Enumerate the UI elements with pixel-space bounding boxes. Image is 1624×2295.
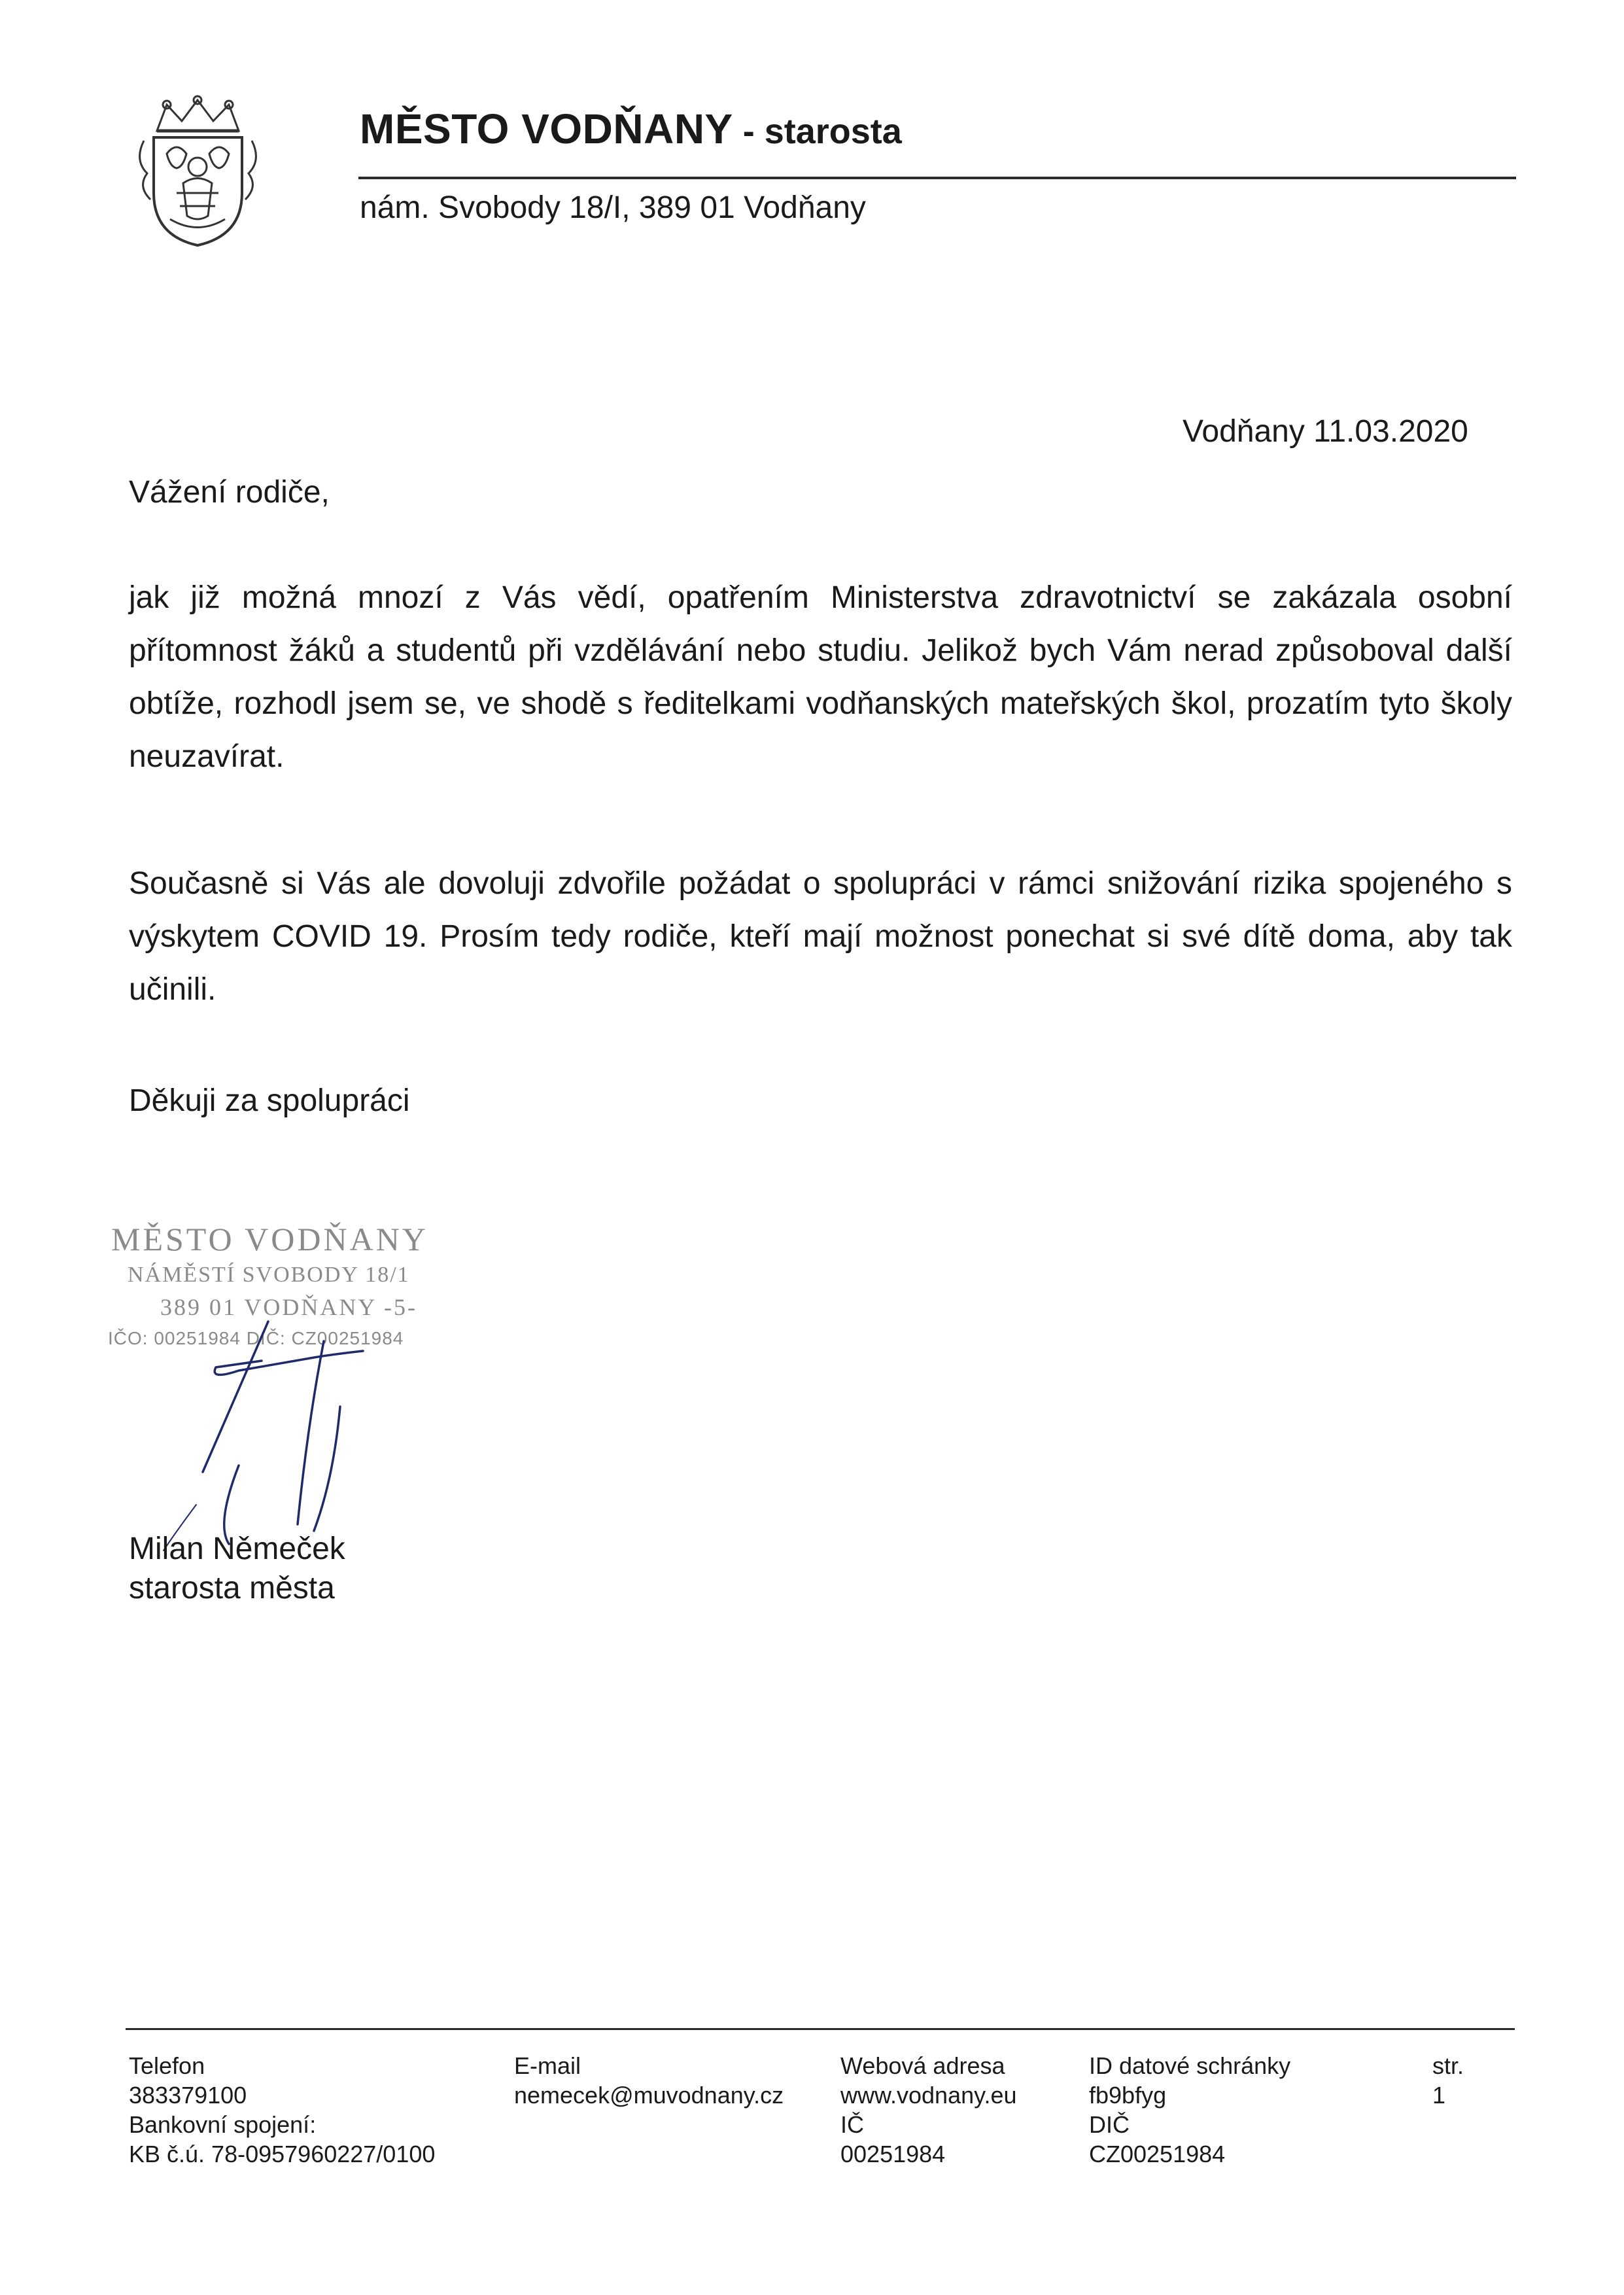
footer-databox-value: fb9bfyg bbox=[1089, 2082, 1167, 2109]
footer-dic-label: DIČ bbox=[1089, 2111, 1130, 2138]
footer-databox-label: ID datové schránky bbox=[1089, 2052, 1291, 2079]
coat-of-arms-icon bbox=[131, 95, 265, 249]
footer-page-label: str. bbox=[1432, 2052, 1464, 2079]
footer-dic-value: CZ00251984 bbox=[1089, 2141, 1226, 2167]
footer-email-column bbox=[514, 2051, 784, 2110]
body-paragraph-2: Současně si Vás ale dovoluji zdvořile požádat o spolupráci v rámci snižování rizika spojeného s výskytem COVID 19. Prosím tedy rodiče, kteří mají možnost ponechat si své dítě doma, aby tak učinili. bbox=[129, 866, 1512, 1007]
footer-ic-value: 00251984 bbox=[840, 2141, 946, 2167]
footer-email-label: E-mail bbox=[514, 2052, 581, 2079]
body-paragraph-1: jak již možná mnozí z Vás vědí, opatřením Ministerstva zdravotnictví se zakázala osobní přítomnost žáků a studentů při vzdělávání nebo studiu. Jelikož bych Vám nerad způsoboval další obtíže, rozhodl jsem se, ve shodě s ředitelkami vodňanských mateřských škol, prozatím tyto školy neuzavírat. bbox=[129, 580, 1512, 774]
stamp-line-2: NÁMĚSTÍ SVOBODY 18/1 bbox=[128, 1263, 410, 1287]
footer-page-column bbox=[1432, 2051, 1464, 2110]
footer-email-value: nemecek@muvodnany.cz bbox=[514, 2082, 784, 2109]
footer-web-column bbox=[840, 2051, 1017, 2169]
footer-divider bbox=[126, 2028, 1515, 2030]
letterhead-role: - starosta bbox=[733, 112, 902, 151]
footer-web-value: www.vodnany.eu bbox=[840, 2082, 1017, 2109]
footer-web-label: Webová adresa bbox=[840, 2052, 1005, 2079]
footer-bank-value: KB č.ú. 78-0957960227/0100 bbox=[129, 2141, 436, 2167]
footer-ic-label: IČ bbox=[840, 2111, 864, 2138]
footer-contact-column bbox=[129, 2051, 435, 2169]
stamp-line-4: IČO: 00251984 DIČ: CZ00251984 bbox=[108, 1328, 404, 1348]
footer-page-number: 1 bbox=[1432, 2082, 1446, 2109]
city-name: MĚSTO VODŇANY bbox=[360, 105, 733, 152]
footer-phone-value: 383379100 bbox=[129, 2082, 247, 2109]
letterhead-title bbox=[360, 105, 902, 153]
footer-bank-label: Bankovní spojení: bbox=[129, 2111, 317, 2138]
closing-line: Děkuji za spolupráci bbox=[129, 1083, 410, 1118]
letter-date: Vodňany 11.03.2020 bbox=[1183, 414, 1468, 449]
stamp-line-1: MĚSTO VODŇANY bbox=[111, 1221, 428, 1257]
header-divider bbox=[358, 177, 1516, 179]
signer-name: Milan Němeček bbox=[129, 1532, 345, 1566]
stamp-line-3: 389 01 VODŇANY -5- bbox=[160, 1294, 417, 1320]
footer-phone-label: Telefon bbox=[129, 2052, 205, 2079]
signer-role: starosta města bbox=[129, 1571, 335, 1605]
footer-databox-column bbox=[1089, 2051, 1290, 2169]
salutation: Vážení rodiče, bbox=[129, 475, 330, 510]
letterhead-address: nám. Svobody 18/I, 389 01 Vodňany bbox=[360, 190, 866, 225]
